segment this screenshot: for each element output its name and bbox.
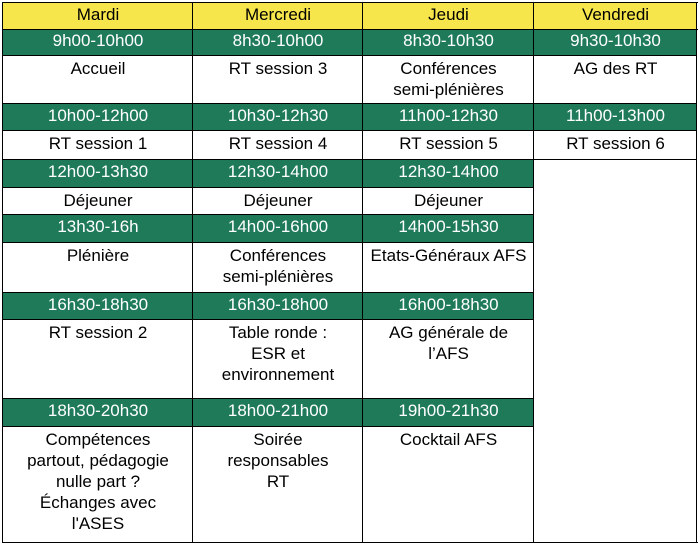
session-label-text: RT session 4 — [228, 134, 328, 153]
grid-line — [2, 3, 3, 543]
session-label-text: Conférences semi-plénières — [393, 59, 504, 99]
grid-line — [2, 214, 534, 215]
time-slot: 19h00-21h30 — [363, 399, 534, 427]
session-label — [193, 56, 363, 104]
session-label-text: RT session 6 — [566, 134, 665, 153]
grid-line — [2, 398, 534, 399]
session-label — [363, 56, 534, 104]
session-label — [193, 188, 363, 215]
grid-line — [2, 542, 698, 543]
time-slot: 18h00-21h00 — [193, 399, 363, 427]
day-header: Mardi — [3, 3, 193, 29]
session-label — [3, 427, 193, 542]
session-label-text: Cocktail AFS — [399, 430, 498, 449]
session-label — [193, 243, 363, 293]
time-slot: 12h30-14h00 — [363, 160, 534, 188]
grid-line — [2, 187, 534, 188]
session-label-text: Accueil — [70, 59, 126, 78]
time-slot: 12h00-13h30 — [3, 160, 193, 188]
grid-line — [2, 130, 697, 131]
session-label-text: Compétences partout, pédagogie nulle part ? Échanges avec l'ASES — [27, 430, 169, 533]
grid-line — [2, 242, 534, 243]
session-label-text: Déjeuner — [414, 191, 483, 210]
session-label-text: RT session 3 — [228, 59, 328, 78]
grid-line — [2, 29, 698, 30]
grid-line — [696, 3, 697, 543]
session-label-text: RT session 5 — [399, 134, 498, 153]
session-label — [193, 427, 363, 542]
session-label-text: Plénière — [66, 246, 130, 265]
day-header: Mercredi — [193, 3, 363, 29]
grid-line — [2, 426, 534, 427]
session-label-text: AG des RT — [573, 59, 658, 78]
time-slot: 16h30-18h00 — [193, 293, 363, 320]
time-slot: 13h30-16h — [3, 215, 193, 243]
grid-line — [2, 2, 698, 3]
session-label — [193, 131, 363, 160]
time-slot: 11h00-12h30 — [363, 104, 534, 131]
session-label — [3, 56, 193, 104]
time-slot: 14h00-15h30 — [363, 215, 534, 243]
day-header: Jeudi — [363, 3, 534, 29]
grid-line — [2, 55, 697, 56]
time-slot: 10h00-12h00 — [3, 104, 193, 131]
session-label — [363, 320, 534, 399]
session-label — [3, 188, 193, 215]
session-label — [3, 320, 193, 399]
time-slot: 9h30-10h30 — [534, 29, 697, 56]
grid-line — [2, 319, 534, 320]
session-label — [534, 131, 697, 160]
session-label-text: AG générale de l’AFS — [388, 323, 509, 363]
session-label — [363, 243, 534, 293]
time-slot: 11h00-13h00 — [534, 104, 697, 131]
grid-line — [533, 3, 534, 543]
grid-line — [192, 3, 193, 543]
session-label-text: RT session 2 — [48, 323, 148, 342]
session-label — [3, 243, 193, 293]
session-label — [193, 320, 363, 399]
time-slot: 16h30-18h30 — [3, 293, 193, 320]
session-label-text: Soirée responsables RT — [227, 430, 329, 491]
time-slot: 10h30-12h30 — [193, 104, 363, 131]
session-label-text: Déjeuner — [63, 191, 133, 210]
time-slot: 8h30-10h30 — [363, 29, 534, 56]
session-label-text: Déjeuner — [243, 191, 313, 210]
session-label-text: RT session 1 — [48, 134, 148, 153]
session-label — [3, 131, 193, 160]
grid-line — [2, 103, 697, 104]
grid-line — [362, 3, 363, 543]
session-label — [363, 188, 534, 215]
time-slot: 16h00-18h30 — [363, 293, 534, 320]
time-slot: 12h30-14h00 — [193, 160, 363, 188]
session-label-text: Table ronde : ESR et environnement — [221, 323, 335, 384]
session-label-text: Etats-Généraux AFS — [370, 246, 527, 265]
time-slot: 8h30-10h00 — [193, 29, 363, 56]
session-label — [534, 56, 697, 104]
session-label — [363, 131, 534, 160]
time-slot: 9h00-10h00 — [3, 29, 193, 56]
session-label — [363, 427, 534, 542]
time-slot: 14h00-16h00 — [193, 215, 363, 243]
session-label-text: Conférences semi-plénières — [222, 246, 334, 286]
time-slot: 18h30-20h30 — [3, 399, 193, 427]
grid-line — [2, 159, 697, 160]
grid-line — [2, 292, 534, 293]
day-header: Vendredi — [534, 3, 697, 29]
